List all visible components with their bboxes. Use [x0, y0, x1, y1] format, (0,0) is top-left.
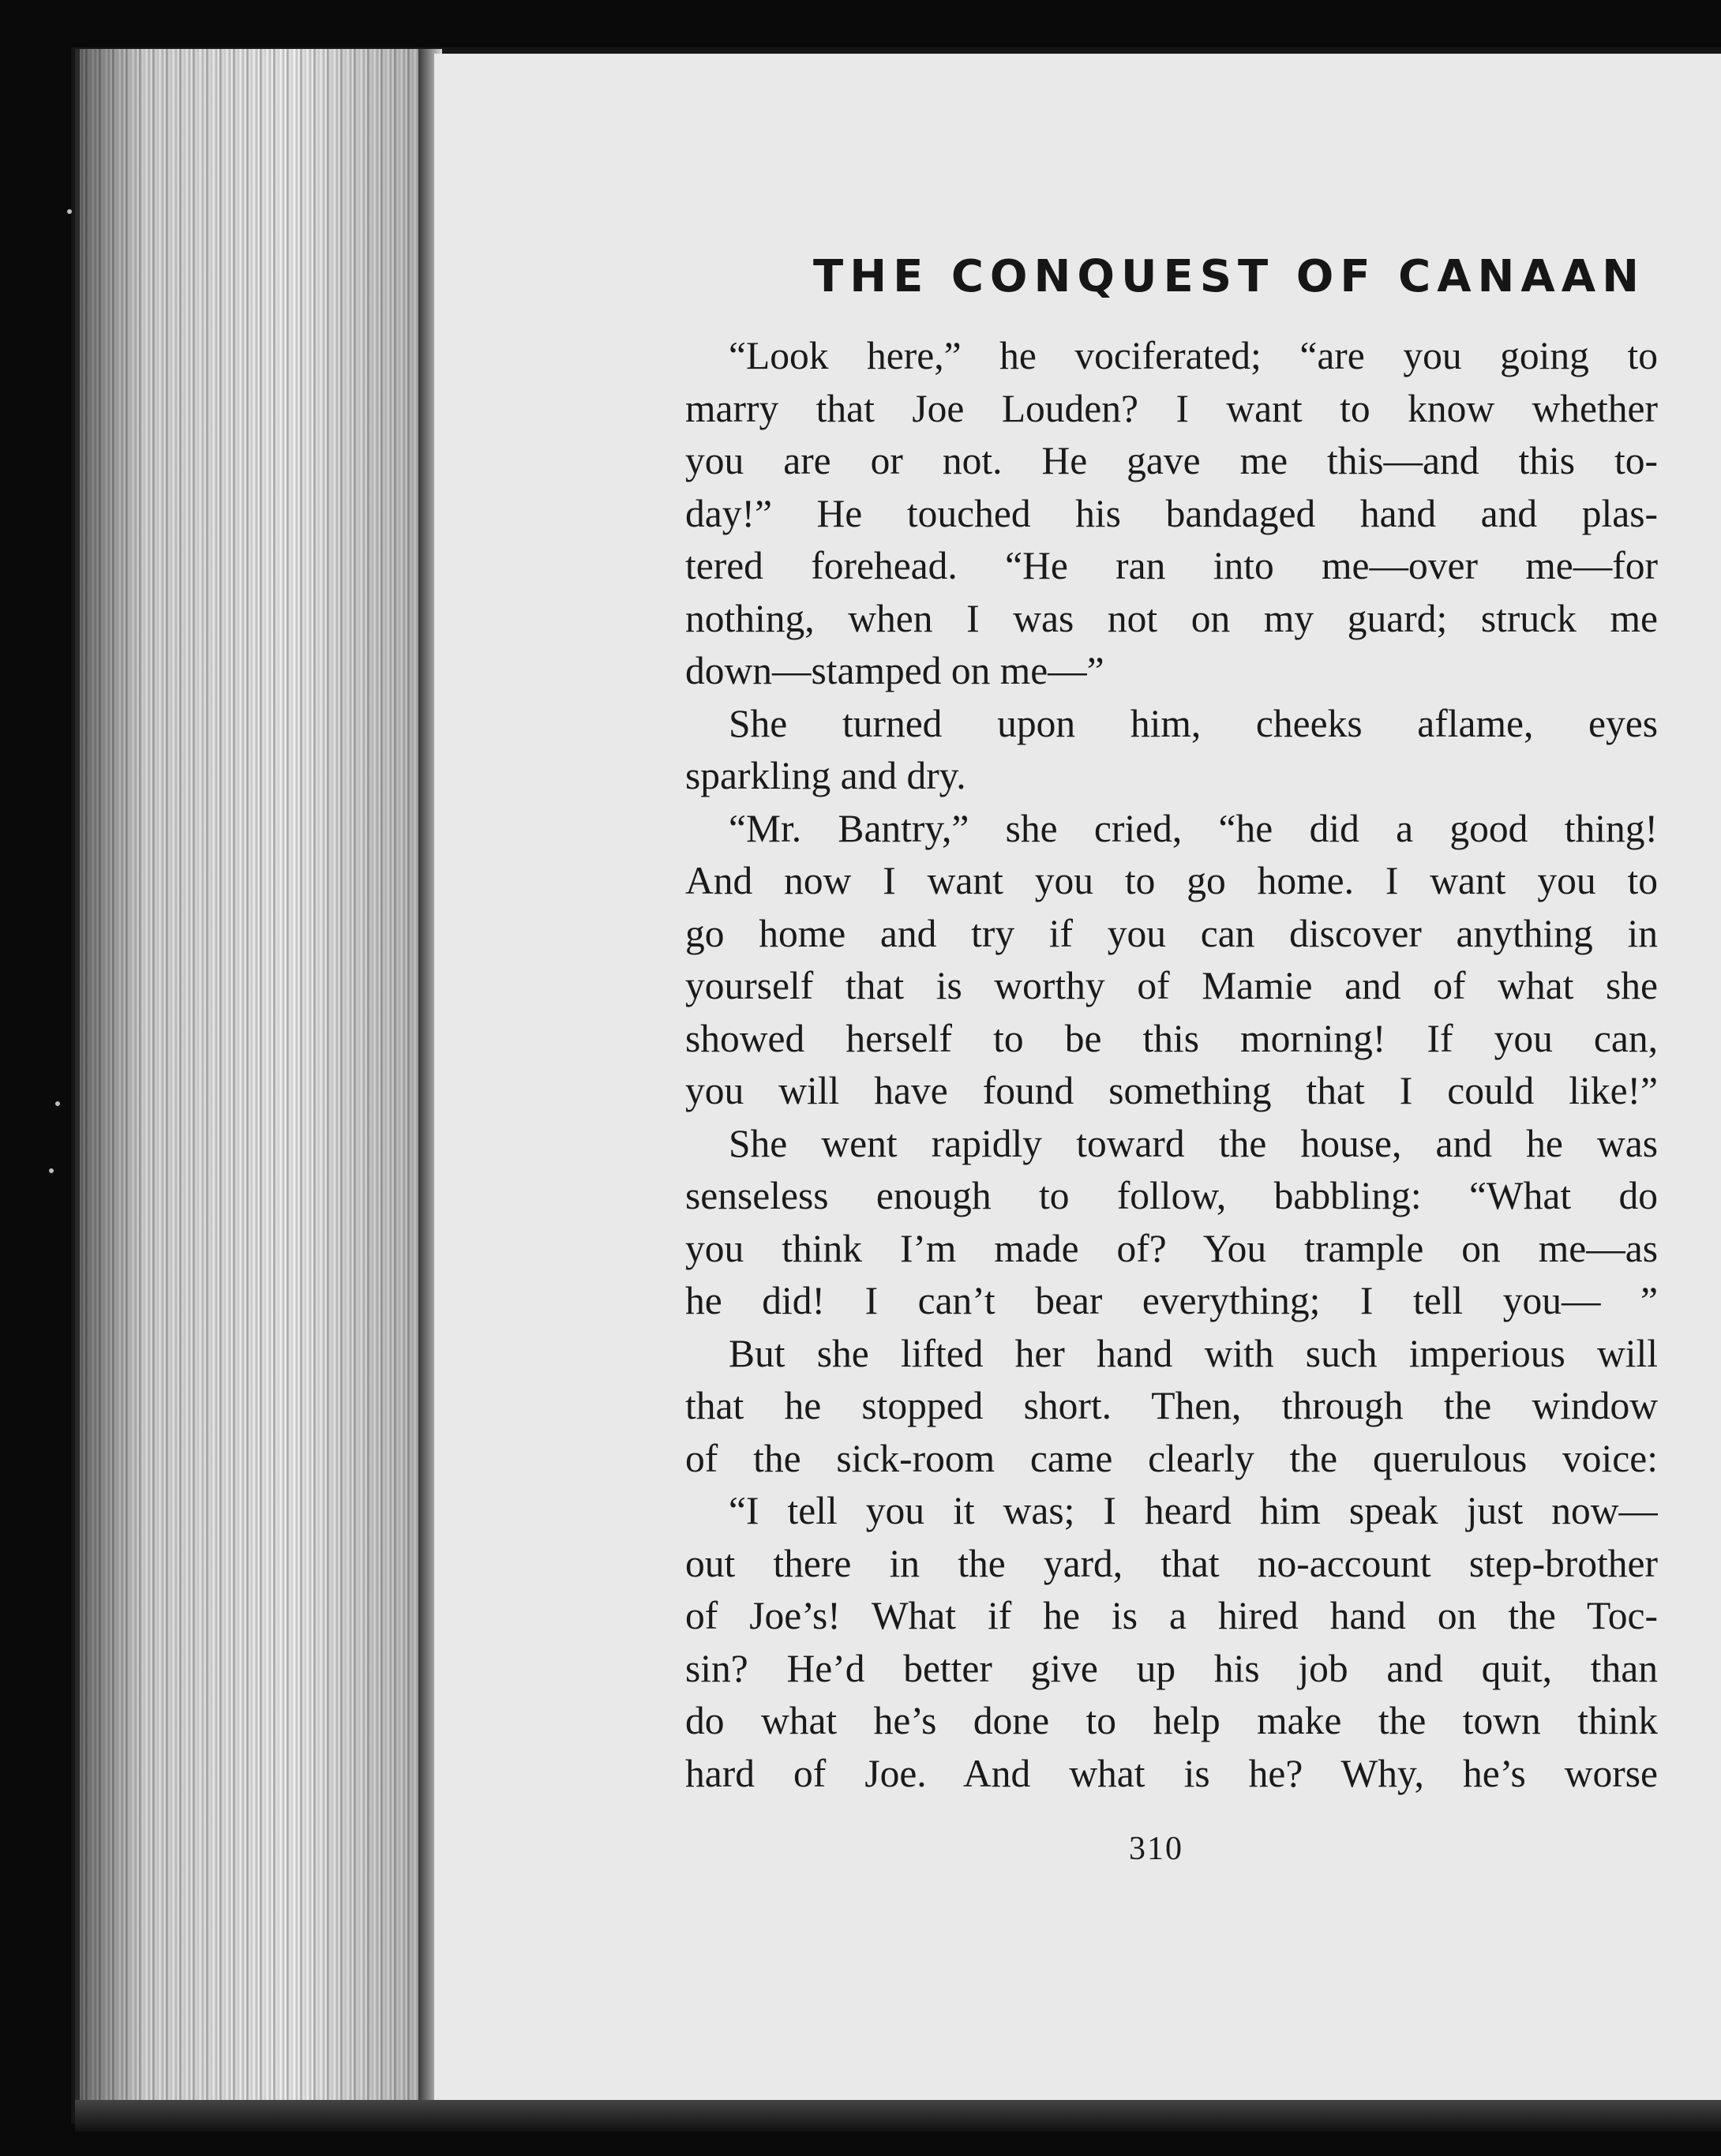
text-line: And now I want you to go home. I want you to: [685, 859, 1658, 902]
text-line: hard of Joe. And what is he? Why, he’s worse: [685, 1751, 1658, 1795]
text-line: of the sick-room came clearly the querulous voice:: [685, 1436, 1658, 1480]
page-number: 310: [1129, 1831, 1183, 1867]
dust-speck: [67, 209, 72, 214]
text-line: yourself that is worthy of Mamie and of what she: [685, 964, 1658, 1007]
text-line: But she lifted her hand with such imperious will: [729, 1331, 1658, 1375]
text-line: “Mr. Bantry,” she cried, “he did a good thing!: [729, 806, 1658, 850]
body-text: [685, 330, 1658, 1800]
text-line: of Joe’s! What if he is a hired hand on the Toc-: [685, 1594, 1658, 1637]
text-line: marry that Joe Louden? I want to know whether: [685, 386, 1658, 430]
text-line: tered forehead. “He ran into me—over me—for: [685, 544, 1658, 587]
text-line: sin? He’d better give up his job and quit, than: [685, 1646, 1658, 1690]
text-line: senseless enough to follow, babbling: “What do: [685, 1174, 1658, 1217]
text-line: out there in the yard, that no-account step-brother: [685, 1541, 1658, 1585]
text-line: that he stopped short. Then, through the window: [685, 1384, 1658, 1427]
text-line: down—stamped on me—”: [685, 649, 1104, 692]
dust-speck: [49, 1168, 54, 1173]
bottom-shadow: [75, 2100, 1721, 2132]
running-head: THE CONQUEST OF CANAAN: [813, 251, 1645, 302]
text-line: showed herself to be this morning! If you can,: [685, 1016, 1658, 1060]
text-line: She went rapidly toward the house, and he was: [729, 1121, 1658, 1165]
text-line: nothing, when I was not on my guard; struck me: [685, 596, 1658, 640]
text-line: “Look here,” he vociferated; “are you going to: [729, 334, 1658, 377]
text-line: day!” He touched his bandaged hand and plas-: [685, 491, 1658, 535]
text-line: She turned upon him, cheeks aflame, eyes: [729, 701, 1658, 745]
text-line: you will have found something that I could like!”: [685, 1069, 1658, 1112]
text-line: he did! I can’t bear everything; I tell you— ”: [685, 1279, 1658, 1322]
text-line: go home and try if you can discover anything in: [685, 911, 1658, 955]
text-line: you are or not. He gave me this—and this to-: [685, 439, 1658, 482]
text-line: “I tell you it was; I heard him speak just now—: [729, 1489, 1658, 1532]
text-line: do what he’s done to help make the town think: [685, 1699, 1658, 1742]
page-edges: [75, 49, 439, 2117]
text-line: sparkling and dry.: [685, 754, 966, 797]
text-line: you think I’m made of? You trample on me—as: [685, 1226, 1658, 1270]
dust-speck: [55, 1101, 60, 1106]
